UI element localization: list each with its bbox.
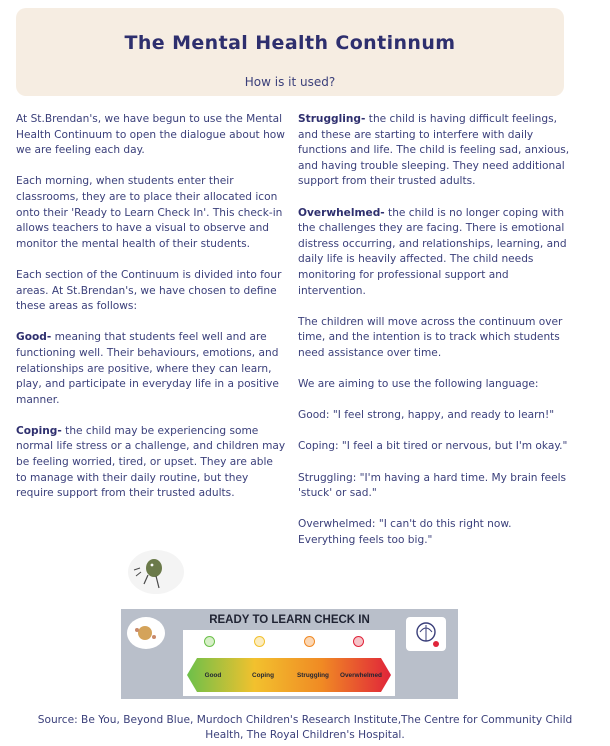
- brain-icon: [406, 617, 446, 651]
- quote-struggling: Struggling: "I'm having a hard time. My brain feels 'stuck' or sad.": [298, 471, 567, 500]
- right-column: [298, 112, 570, 564]
- good-face-icon: [204, 636, 215, 647]
- coping-text: the child may be experiencing some normal life stress or a challenge, and children may be feeling worried, tired, or upset. They are able to manage with their daily routine, but they require support from their trusted adults.: [16, 424, 286, 500]
- movement-paragraph: The children will move across the continuum over time, and the intention is to track which students need assistance over time.: [298, 315, 563, 359]
- banner-title: READY TO LEARN CHECK IN: [209, 614, 370, 626]
- good-text: meaning that students feel well and are functioning well. Their behaviours, emotions, and relationships are positive, where they can learn, play, and participate in everyday life in a positive manner.: [16, 331, 279, 406]
- level-good-label: Good: [204, 672, 222, 679]
- struggling-definition: [298, 112, 570, 190]
- level-struggling-label: Struggling: [297, 672, 329, 679]
- overwhelmed-term: Overwhelmed-: [298, 206, 385, 219]
- quote-coping: Coping: "I feel a bit tired or nervous, but I'm okay.": [298, 440, 568, 453]
- coping-definition: [16, 424, 286, 502]
- overwhelmed-definition: [298, 206, 570, 300]
- level-overwhelmed-label: Overwhelmed: [340, 672, 382, 679]
- areas-paragraph: Each section of the Continuum is divided into four areas. At St.Brendan's, we have chosen to define these areas as follows:: [16, 268, 282, 313]
- overwhelmed-text: the child is no longer coping with the challenges they are facing. There is emotional distress occurring, and relationships, learning, and daily life is heavily affected. The child needs monitoring for professional support and intervention.: [298, 206, 567, 297]
- level-coping-label: Coping: [251, 672, 274, 679]
- left-column: [16, 112, 286, 517]
- good-term: Good-: [16, 331, 52, 344]
- quote-overwhelmed: Overwhelmed: "I can't do this right now. Everything feels too big.": [298, 518, 512, 547]
- struggling-text: the child is having difficult feelings, and these are starting to interfere with daily functions and life. The child is feeling sad, anxious, and having trouble sleeping. They need additional support from their trusted adults.: [298, 113, 570, 188]
- source-citation: Source: Be You, Beyond Blue, Murdoch Children's Research Institute,The Centre for Community Child Health, The Royal Children's Hospital.: [37, 714, 573, 741]
- continuum-panel: [183, 630, 395, 696]
- coping-term: Coping-: [16, 424, 62, 437]
- title-banner: [16, 8, 564, 96]
- ready-to-learn-banner: [121, 609, 458, 699]
- intro-paragraph: At St.Brendan's, we have begun to use the Mental Health Continuum to open the dialogue about how we are feeling each day.: [16, 113, 285, 157]
- bird-illustration: [126, 548, 186, 598]
- checkin-paragraph: Each morning, when students enter their classrooms, they are to place their allocated icon onto their 'Ready to Learn Check In'. This check-in allows teachers to have a visual to observe and monitor the mental health of their students.: [16, 175, 283, 250]
- struggling-face-icon: [304, 636, 315, 647]
- language-intro: We are aiming to use the following language:: [298, 378, 539, 391]
- good-definition: [16, 330, 286, 408]
- struggling-term: Struggling-: [298, 113, 366, 125]
- page-subtitle: How is it used?: [244, 75, 336, 89]
- overwhelmed-face-icon: [353, 636, 364, 647]
- quote-good: Good: "I feel strong, happy, and ready to learn!": [298, 409, 555, 422]
- page-title: The Mental Health Continnum: [124, 32, 456, 54]
- character-icon: [127, 617, 165, 649]
- coping-face-icon: [254, 636, 265, 647]
